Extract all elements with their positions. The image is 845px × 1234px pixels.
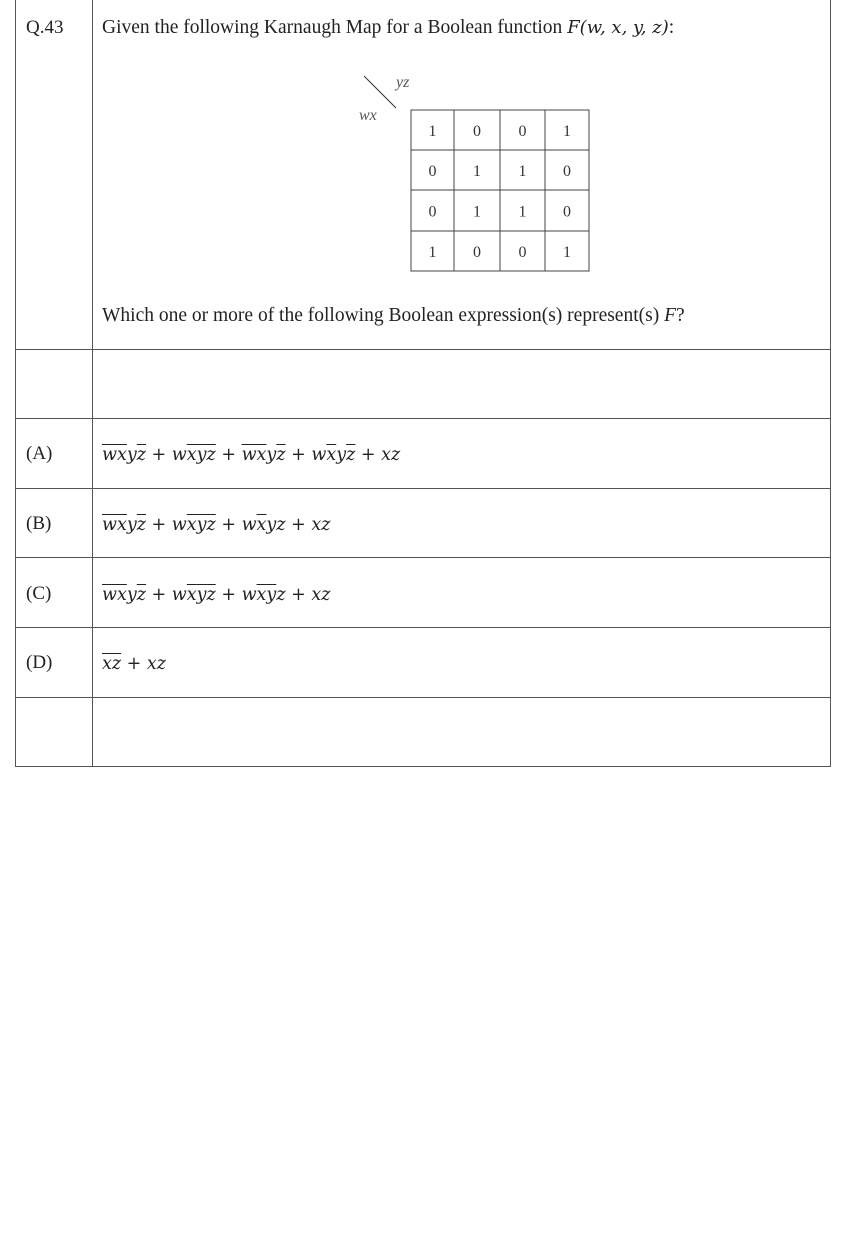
complemented-variable: $\overline{y}$ [196, 445, 207, 465]
question-prompt [102, 305, 685, 327]
complemented-variable: $\overline{w}$ [102, 515, 117, 535]
variable: z [276, 515, 286, 535]
complemented-variable: $\overline{z}$ [136, 445, 146, 465]
variable: w [311, 445, 327, 465]
kmap-cell-value: 1 [518, 203, 527, 221]
karnaugh-map [356, 70, 596, 280]
prompt-variable: F [664, 305, 677, 326]
kmap-cell-value: 0 [428, 163, 437, 180]
question-table [15, 0, 831, 767]
kmap-grid [411, 110, 589, 271]
kmap-cell-value: 1 [563, 244, 571, 261]
row-divider [16, 488, 830, 489]
complemented-variable: $\overline{x}$ [186, 445, 197, 465]
kmap-cell-value: 0 [563, 203, 571, 221]
option-d-label[interactable]: (D) [26, 652, 53, 673]
question-number: Q.43 [26, 17, 64, 38]
plus-operator: + [285, 585, 312, 605]
plus-operator: + [145, 515, 172, 535]
complemented-variable: $\overline{x}$ [256, 515, 267, 535]
option-b-label[interactable]: (B) [26, 513, 52, 534]
complemented-variable: $\overline{z}$ [136, 515, 146, 535]
complemented-variable: $\overline{x}$ [116, 445, 127, 465]
kmap-cell-value: 1 [563, 123, 571, 140]
kmap-col-label: yz [396, 74, 410, 91]
option-a-label[interactable]: (A) [26, 443, 53, 464]
complemented-variable: $\overline{x}$ [256, 585, 267, 605]
kmap-cell-value: 1 [428, 244, 437, 261]
option-b-expression[interactable] [102, 515, 330, 535]
complemented-variable: $\overline{w}$ [102, 585, 117, 605]
complemented-variable: $\overline{w}$ [241, 445, 257, 465]
option-c-expression[interactable] [102, 585, 330, 605]
complemented-variable: $\overline{z}$ [276, 445, 286, 465]
prompt-end: ? [676, 305, 685, 326]
variable: z [391, 445, 401, 465]
plus-operator: + [355, 445, 382, 465]
kmap-cell-value: 0 [518, 244, 527, 261]
variable: w [171, 445, 187, 465]
complemented-variable: $\overline{x}$ [102, 654, 112, 674]
kmap-cell-value: 1 [473, 163, 481, 180]
complemented-variable: $\overline{w}$ [102, 445, 117, 465]
complemented-variable: $\overline{z}$ [206, 445, 216, 465]
prompt-text: Which one or more of the following Boolean expression(s) represent(s) [102, 305, 665, 326]
plus-operator: + [121, 654, 147, 674]
kmap-corner-diagonal [364, 76, 396, 108]
kmap-row-label: wx [359, 107, 377, 124]
row-divider [16, 557, 830, 558]
variable: y [266, 445, 277, 465]
complemented-variable: $\overline{x}$ [116, 585, 127, 605]
row-divider [16, 697, 830, 698]
plus-operator: + [145, 445, 172, 465]
complemented-variable: $\overline{z}$ [136, 585, 146, 605]
plus-operator: + [145, 585, 172, 605]
kmap-cell-value: 0 [518, 123, 527, 140]
complemented-variable: $\overline{x}$ [256, 445, 267, 465]
complemented-variable: $\overline{x}$ [326, 445, 337, 465]
question-stem [102, 17, 674, 39]
variable: z [276, 585, 286, 605]
plus-operator: + [215, 445, 242, 465]
variable: z [321, 585, 331, 605]
row-divider [16, 349, 830, 350]
kmap-cell-value: 0 [428, 203, 437, 221]
variable: w [171, 585, 187, 605]
kmap-cell-value: 0 [473, 123, 481, 140]
stem-text: Given the following Karnaugh Map for a Boolean function [102, 17, 568, 38]
complemented-variable: $\overline{z}$ [206, 515, 216, 535]
variable: y [126, 515, 137, 535]
stem-end: : [668, 17, 675, 38]
plus-operator: + [215, 515, 242, 535]
complemented-variable: $\overline{y}$ [266, 585, 277, 605]
complemented-variable: $\overline{z}$ [346, 445, 356, 465]
option-a-expression[interactable] [102, 445, 400, 465]
variable: w [171, 515, 187, 535]
row-divider [16, 418, 830, 419]
function-signature: F(w, x, y, z) [567, 17, 669, 38]
row-divider [16, 627, 830, 628]
variable: y [126, 585, 137, 605]
complemented-variable: $\overline{x}$ [186, 515, 197, 535]
plus-operator: + [285, 515, 312, 535]
variable: z [321, 515, 331, 535]
variable: x [311, 515, 322, 535]
variable: z [156, 654, 167, 674]
variable: y [336, 445, 347, 465]
kmap-cell-value: 1 [518, 163, 527, 180]
complemented-variable: $\overline{y}$ [196, 515, 207, 535]
complemented-variable: $\overline{x}$ [116, 515, 127, 535]
kmap-cell-value: 1 [473, 203, 481, 221]
kmap-cell-value: 1 [428, 123, 437, 140]
plus-operator: + [215, 585, 242, 605]
variable: y [266, 515, 277, 535]
option-c-label[interactable]: (C) [26, 583, 52, 604]
variable: x [311, 585, 322, 605]
complemented-variable: $\overline{z}$ [111, 654, 122, 674]
plus-operator: + [285, 445, 312, 465]
complemented-variable: $\overline{z}$ [206, 585, 216, 605]
kmap-cell-value: 0 [473, 244, 481, 261]
option-d-expression[interactable] [102, 654, 166, 674]
complemented-variable: $\overline{x}$ [186, 585, 197, 605]
variable: w [241, 585, 257, 605]
column-divider [92, 0, 93, 766]
variable: y [126, 445, 137, 465]
variable: w [241, 515, 257, 535]
complemented-variable: $\overline{y}$ [196, 585, 207, 605]
kmap-cell-value: 0 [563, 163, 571, 180]
variable: x [146, 654, 157, 674]
variable: x [381, 445, 391, 465]
